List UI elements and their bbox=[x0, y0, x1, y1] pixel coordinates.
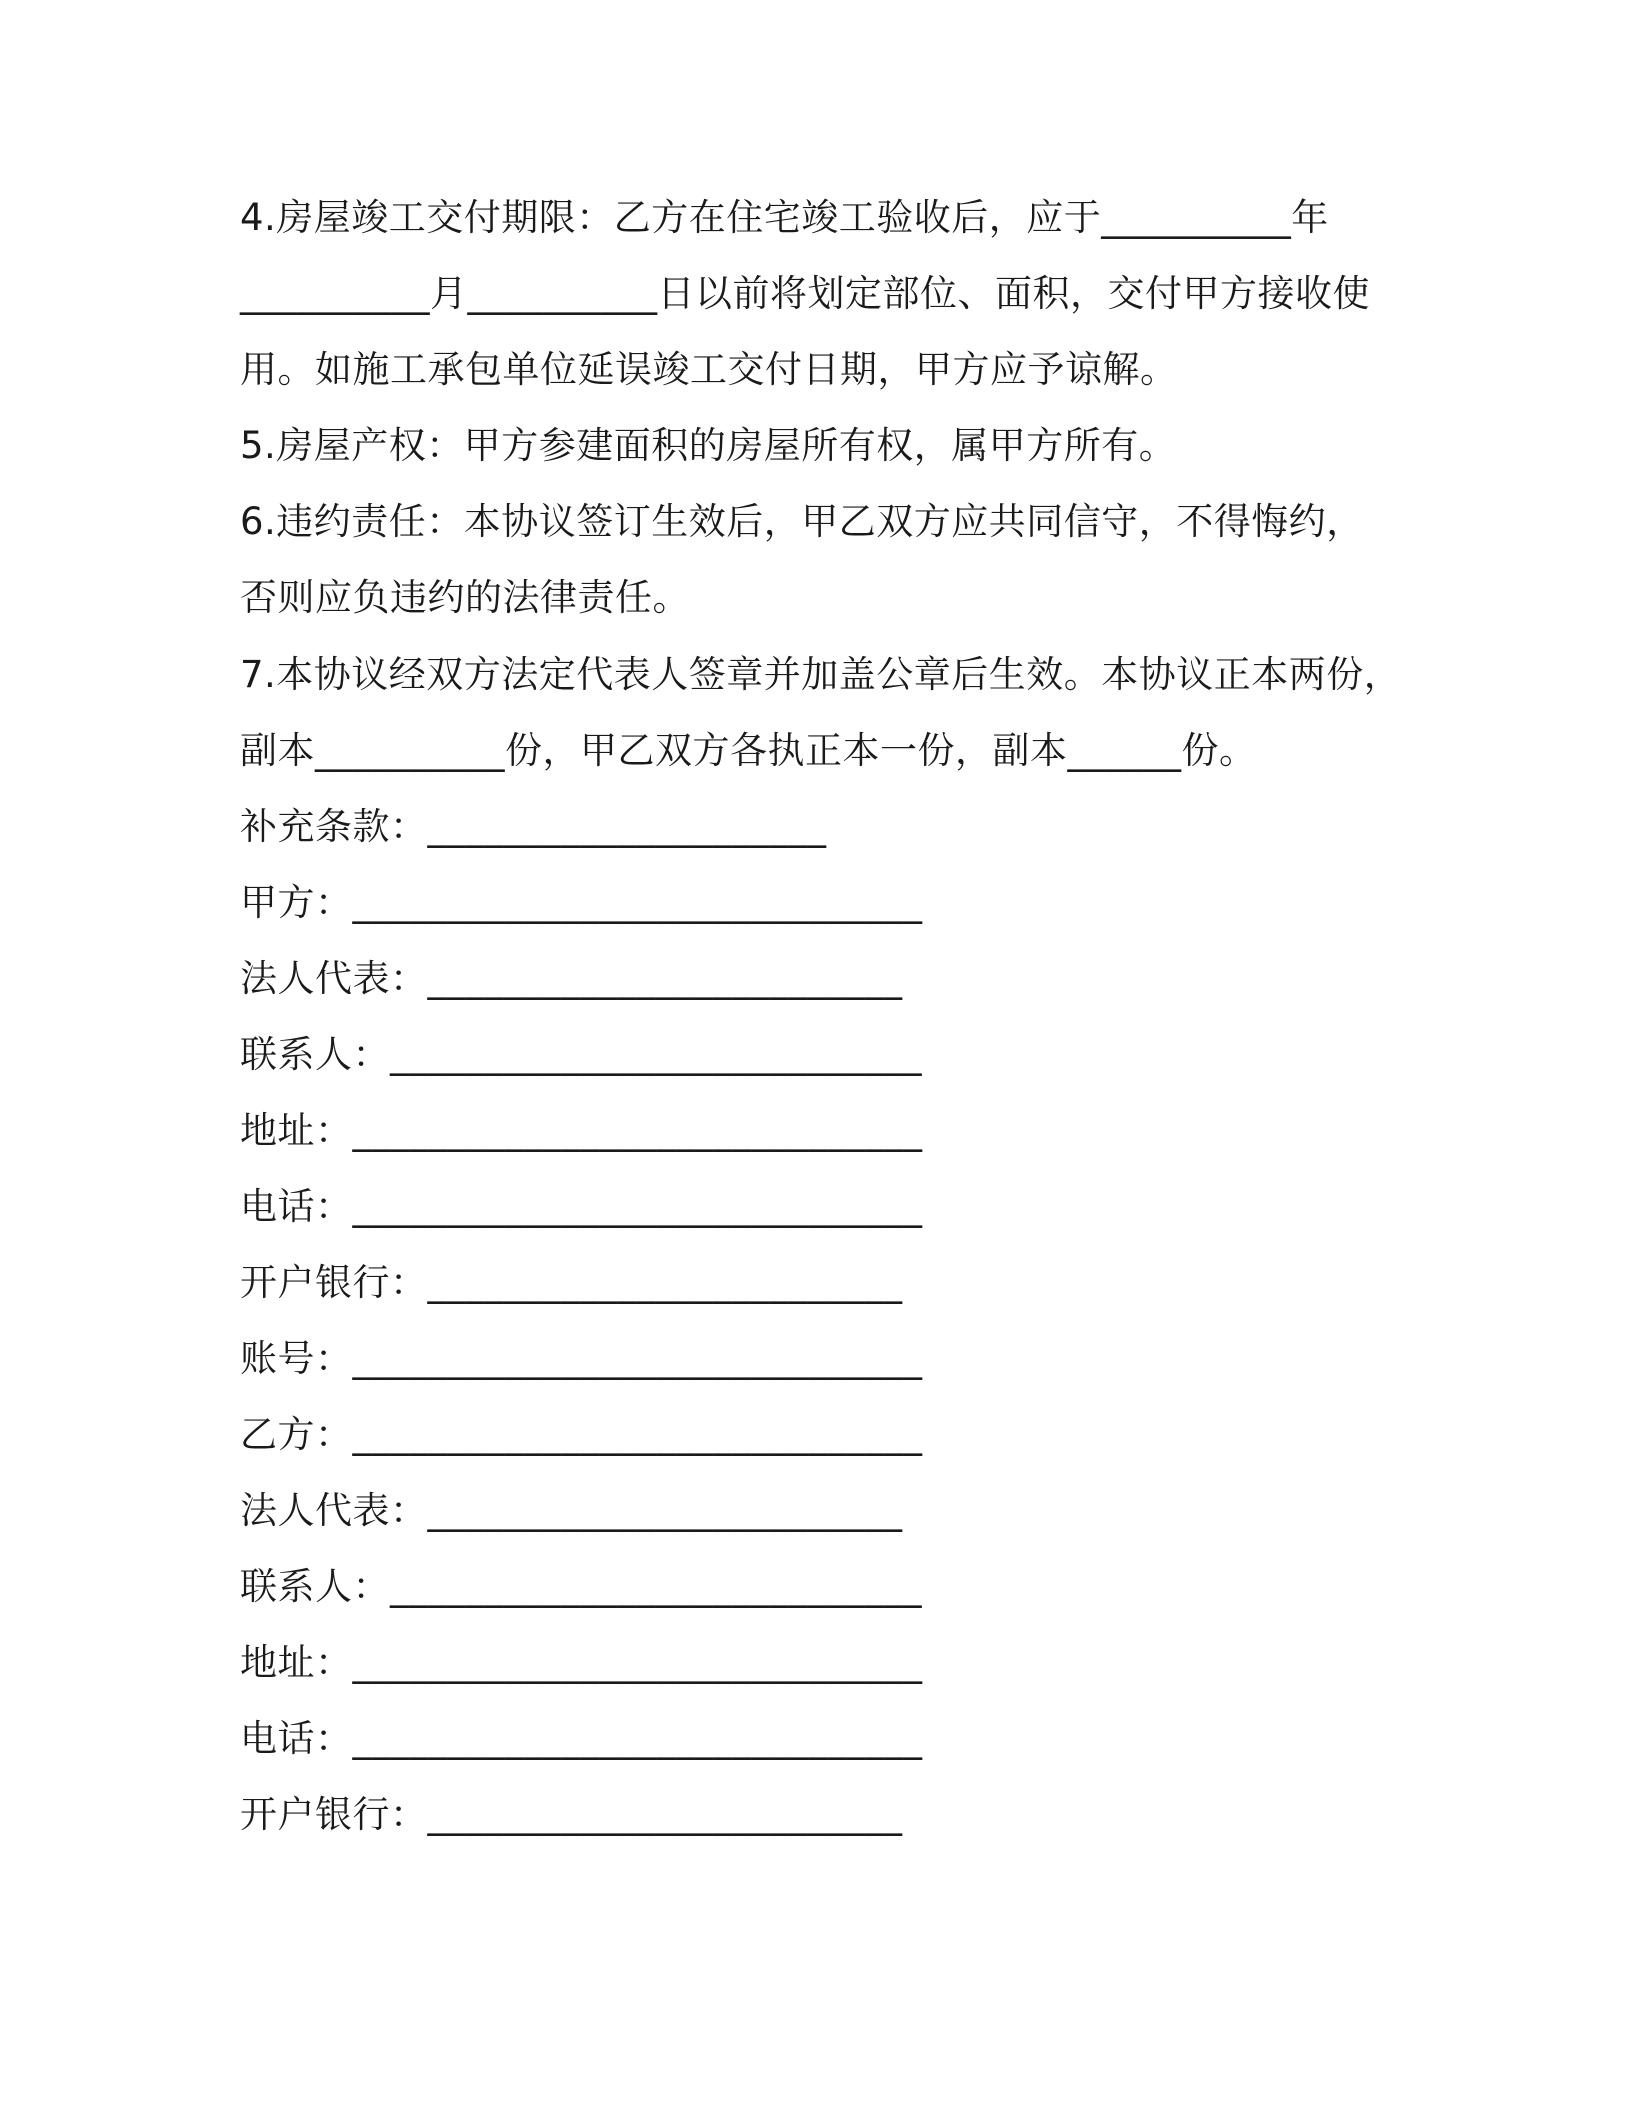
clause-4-line-2: __________月__________日以前将划定部位、面积，交付甲方接收使 bbox=[240, 272, 1370, 315]
clause-4-line-1: 4.房屋竣工交付期限：乙方在住宅竣工验收后，应于__________年 bbox=[240, 196, 1329, 239]
party-a-account: 账号：______________________________ bbox=[240, 1337, 923, 1380]
clause-5: 5.房屋产权：甲方参建面积的房屋所有权，属甲方所有。 bbox=[240, 424, 1177, 467]
party-a: 甲方：______________________________ bbox=[240, 881, 923, 924]
party-b-bank: 开户银行：_________________________ bbox=[240, 1793, 903, 1836]
clause-7-line-2: 副本__________份，甲乙双方各执正本一份，副本______份。 bbox=[240, 729, 1257, 772]
clause-6-line-2: 否则应负违约的法律责任。 bbox=[240, 576, 690, 619]
party-b-phone: 电话：______________________________ bbox=[240, 1717, 923, 1760]
clause-7-line-1: 7.本协议经双方法定代表人签章并加盖公章后生效。本协议正本两份， bbox=[240, 653, 1402, 696]
party-a-bank: 开户银行：_________________________ bbox=[240, 1261, 903, 1304]
clause-6-line-1: 6.违约责任：本协议签订生效后，甲乙双方应共同信守，不得悔约， bbox=[240, 500, 1364, 543]
party-b-contact: 联系人：____________________________ bbox=[240, 1565, 922, 1608]
party-a-phone: 电话：______________________________ bbox=[240, 1185, 923, 1228]
party-b-legal-rep: 法人代表：_________________________ bbox=[240, 1489, 903, 1532]
party-a-legal-rep: 法人代表：_________________________ bbox=[240, 957, 903, 1000]
clause-4-line-3: 用。如施工承包单位延误竣工交付日期，甲方应予谅解。 bbox=[240, 348, 1178, 391]
party-b-address: 地址：______________________________ bbox=[240, 1641, 923, 1684]
party-b: 乙方：______________________________ bbox=[240, 1413, 923, 1456]
party-a-contact: 联系人：____________________________ bbox=[240, 1033, 922, 1076]
party-a-address: 地址：______________________________ bbox=[240, 1109, 923, 1152]
supplementary-terms: 补充条款：_____________________ bbox=[240, 805, 827, 848]
